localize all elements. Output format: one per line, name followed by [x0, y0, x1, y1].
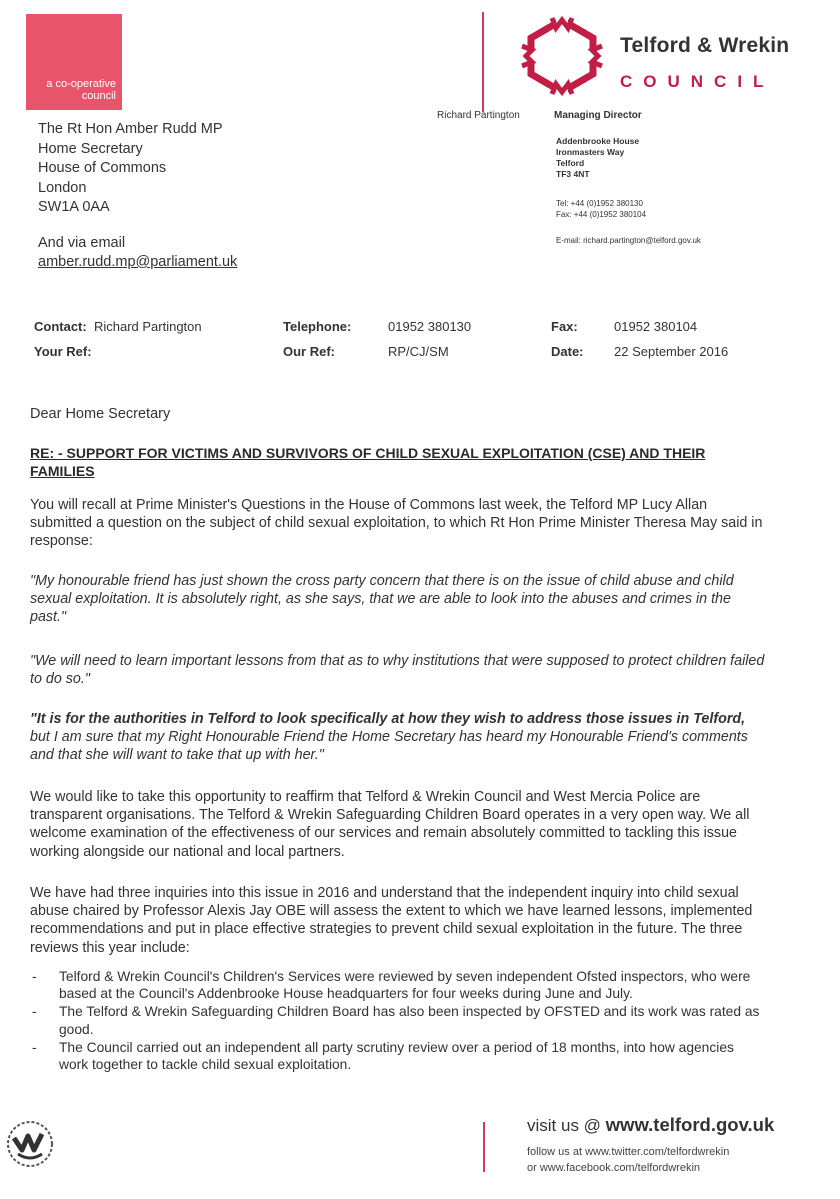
logo-name: Telford & Wrekin [620, 34, 790, 57]
sender-title: Managing Director [554, 110, 642, 121]
logo-council: COUNCIL [620, 72, 775, 91]
bullet-marker: - [32, 1039, 37, 1055]
list-item [30, 1003, 765, 1037]
social-links [527, 1144, 729, 1176]
contact-value: Richard Partington [93, 319, 202, 334]
list-item-text: Telford & Wrekin Council's Children's Services were reviewed by seven independent Ofsted inspectors, who were based at the Council's Addenbrooke House headquarters for four weeks during June and July. [59, 969, 751, 1002]
paragraph-intro: You will recall at Prime Minister's Questions in the House of Commons last week, the Telford MP Lucy Allan submitted a question on the subject of child sexual exploitation, to which Rt Hon Prime Minister Theresa May said in response: [30, 497, 763, 550]
list-item-text: The Council carried out an independent all party scrutiny review over a period of 18 months, into how agencies work together to tackle child sexual exploitation. [59, 1039, 734, 1073]
visit-website [527, 1114, 774, 1136]
fax-label: Fax: [551, 319, 578, 334]
quote-2: "We will need to learn important lessons from that as to why institutions that were supposed to protect children failed to do so." [30, 653, 765, 688]
paragraph-reaffirm: We would like to take this opportunity to reaffirm that Telford & Wrekin Council and West Mercia Police are transparent organisations. The Telford & Wrekin Safeguarding Children Board operates in a very open way. We all welcome examination of the effectiveness of our services and remain absolutely committed to tackling this issue working alongside our national and local partners. [30, 789, 750, 860]
date-value: 22 September 2016 [614, 344, 729, 359]
quote-3-rest: but I am sure that my Right Honourable Friend the Home Secretary has heard my Honourable Friend's comments and that she will want to take that up with her." [30, 729, 748, 764]
fax-value: 01952 380104 [614, 319, 698, 334]
salutation: Dear Home Secretary [30, 406, 171, 422]
website-link[interactable]: www.telford.gov.uk [605, 1114, 775, 1135]
via-email-label: And via email [38, 235, 126, 251]
header-divider [482, 12, 484, 112]
letter-subject: RE: - SUPPORT FOR VICTIMS AND SURVIVORS OF CHILD SEXUAL EXPLOITATION (CSE) AND THEIR FAMILIES [30, 445, 706, 479]
recipient-line: House of Commons [38, 160, 167, 176]
co-operative-council-badge [26, 14, 122, 110]
recipient-line: London [38, 179, 87, 196]
telephone-label: Telephone: [283, 319, 352, 334]
list-item-text: The Telford & Wrekin Safeguarding Children Board has also been inspected by OFSTED and its work was rated as good. [59, 1004, 760, 1037]
date-label: Date: [551, 344, 584, 359]
sender-tel: Tel: +44 (0)1952 380130 [556, 199, 643, 208]
your-ref-field [34, 344, 92, 359]
visit-prefix: visit us @ [527, 1116, 606, 1135]
investors-award-logo-icon [0, 1110, 64, 1174]
reviews-list [30, 968, 765, 1074]
list-item [30, 1039, 765, 1073]
sender-address-line: TF3 4NT [556, 169, 590, 179]
our-ref-value: RP/CJ/SM [388, 344, 449, 359]
recipient-email-link[interactable]: amber.rudd.mp@parliament.uk [38, 254, 238, 270]
coop-badge-line1: a co-operative [46, 78, 116, 90]
footer-divider [483, 1122, 485, 1172]
sender-contact-numbers [556, 198, 646, 220]
recipient-line: SW1A 0AA [38, 199, 110, 215]
telford-wrekin-logo-icon [520, 14, 604, 98]
via-email-block [38, 234, 237, 272]
sender-address-line: Addenbrooke House [556, 136, 640, 146]
contact-field [34, 319, 202, 334]
quote-3-bold: "It is for the authorities in Telford to look specifically at how they wish to address those issues in Telford, [30, 711, 746, 727]
sender-address [556, 136, 639, 180]
paragraph-inquiries: We have had three inquiries into this issue in 2016 and understand that the independent inquiry into child sexual abuse chaired by Professor Alexis Jay OBE will assess the extent to which we have learned lessons, implemented recommendations and put in place effective strategies to prevent child sexual exploitation in the future. The three reviews this year include: [30, 885, 753, 956]
recipient-address [38, 120, 223, 218]
recipient-line: The Rt Hon Amber Rudd MP [38, 121, 223, 137]
telephone-value: 01952 380130 [388, 319, 472, 334]
coop-badge-line2: council [81, 90, 116, 102]
bullet-marker: - [32, 969, 37, 984]
twitter-link[interactable]: follow us at www.twitter.com/telfordwrekin [527, 1146, 730, 1158]
sender-address-line: Telford [556, 158, 585, 168]
quote-1: "My honourable friend has just shown the cross party concern that there is on the issue of child abuse and child sexual exploitation. It is absolutely right, as she says, that we are able to look into the abuses and crimes in the past." [30, 573, 734, 626]
list-item [30, 968, 765, 1002]
our-ref-label: Our Ref: [283, 344, 335, 359]
sender-email: E-mail: richard.partington@telford.gov.uk [556, 236, 701, 245]
bullet-marker: - [32, 1004, 37, 1020]
contact-label: Contact: [34, 319, 87, 334]
sender-name: Richard Partington [437, 110, 520, 121]
sender-fax: Fax: +44 (0)1952 380104 [556, 210, 647, 219]
recipient-line: Home Secretary [38, 140, 143, 157]
sender-address-line: Ironmasters Way [556, 147, 625, 157]
facebook-link[interactable]: or www.facebook.com/telfordwrekin [527, 1162, 701, 1174]
your-ref-label: Your Ref: [34, 344, 92, 359]
quote-3 [30, 710, 765, 765]
